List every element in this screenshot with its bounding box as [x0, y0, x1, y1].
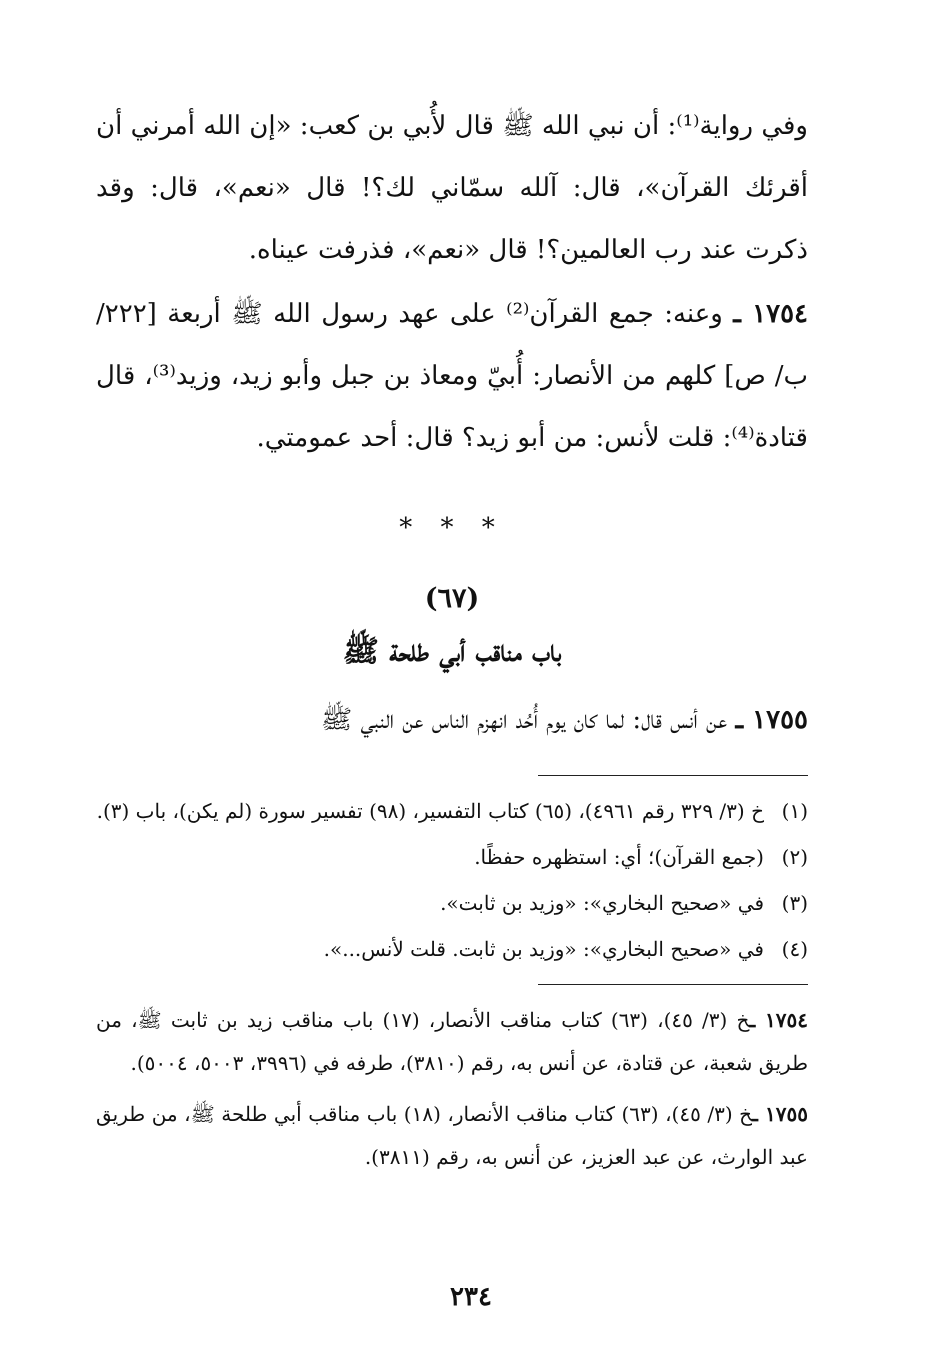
- hadith-1754-text: وعنه: جمع القرآن⁽²⁾ على عهد رسول الله ﷺ أربعة [٢٢٢/ ب/ ص] كلهم من الأنصار: أُبيّ ومعاذ بن جبل وأبو زيد، وزيد⁽³⁾، قال قتادة⁽⁴⁾: قلت لأنس: من أبو زيد؟ قال: أحد عمومتي.: [96, 299, 808, 453]
- takhrij-number: ١٧٥٥ ـ: [752, 1102, 808, 1126]
- chapter-number: (٦٧): [424, 583, 480, 614]
- chapter-title: باب مناقب أبي طلحة ﷺ: [342, 634, 562, 669]
- footnote-3: [96, 880, 808, 926]
- hadith-1755-text: عن أنس قال: لما كان يوم أُحُد انهزم الناس عن النبي ﷺ: [320, 705, 728, 735]
- takhrij-text: خ (٣/ ٤٥)، (٦٣) كتاب مناقب الأنصار، (١٨) باب مناقب أبي طلحة ﷺ، من طريق عبد الوارث، عن عبد العزيز، عن أنس به، رقم (٣٨١١).: [96, 1102, 808, 1169]
- takhrij-text: خ (٣/ ٤٥)، (٦٣) كتاب مناقب الأنصار، (١٧) باب مناقب زيد بن ثابت ﷺ، من طريق شعبة، عن قتادة، عن أنس به، رقم (٣٨١٠)، طرفه في (٣٩٩٦، ٥٠٠٣، ٥٠٠٤).: [96, 1008, 808, 1075]
- footnote-text: (جمع القرآن)؛ أي: استظهره حفظًا.: [474, 845, 764, 869]
- footnote-text: خ (٣/ ٣٢٩ رقم ٤٩٦١)، (٦٥) كتاب التفسير، (٩٨) تفسير سورة (لم يكن)، باب (٣).: [96, 799, 764, 823]
- takhrij-1754: [96, 999, 808, 1085]
- footnote-text: في «صحيح البخاري»: «وزيد بن ثابت».: [440, 891, 764, 915]
- takhrij-notes: [96, 999, 808, 1179]
- footnote-label: (٤): [781, 937, 808, 961]
- hadith-1755: [96, 689, 808, 751]
- footnotes: [96, 788, 808, 972]
- footnote-2: [96, 834, 808, 880]
- takhrij-number: ١٧٥٤ ـ: [749, 1008, 808, 1032]
- section-separator: * * *: [399, 513, 505, 543]
- takhrij-1755: [96, 1093, 808, 1179]
- page-number: ٢٣٤: [450, 1282, 492, 1312]
- footnote-text: في «صحيح البخاري»: «وزيد بن ثابت. قلت لأنس...».: [323, 937, 764, 961]
- page-body: [96, 95, 808, 1369]
- footnote-4: [96, 926, 808, 972]
- hadith-1754-number: ١٧٥٤ ـ: [733, 299, 808, 329]
- hadith-1754: [96, 283, 808, 469]
- paragraph-riwaya: وفي رواية⁽¹⁾: أن نبي الله ﷺ قال لأُبي بن كعب: «إن الله أمرني أن أقرئك القرآن»، قال: آلله سمّاني لك؟! قال «نعم»، قال: وقد ذكرت عند رب العالمين؟! قال «نعم»، فذرفت عيناه.: [96, 111, 808, 265]
- footnote-1: [96, 788, 808, 834]
- footnote-divider: [538, 775, 808, 776]
- hadith-1755-number: ١٧٥٥ ـ: [735, 705, 808, 735]
- takhrij-divider: [538, 984, 808, 985]
- footnote-label: (٣): [781, 891, 808, 915]
- footnote-label: (١): [781, 799, 808, 823]
- footnote-label: (٢): [781, 845, 808, 869]
